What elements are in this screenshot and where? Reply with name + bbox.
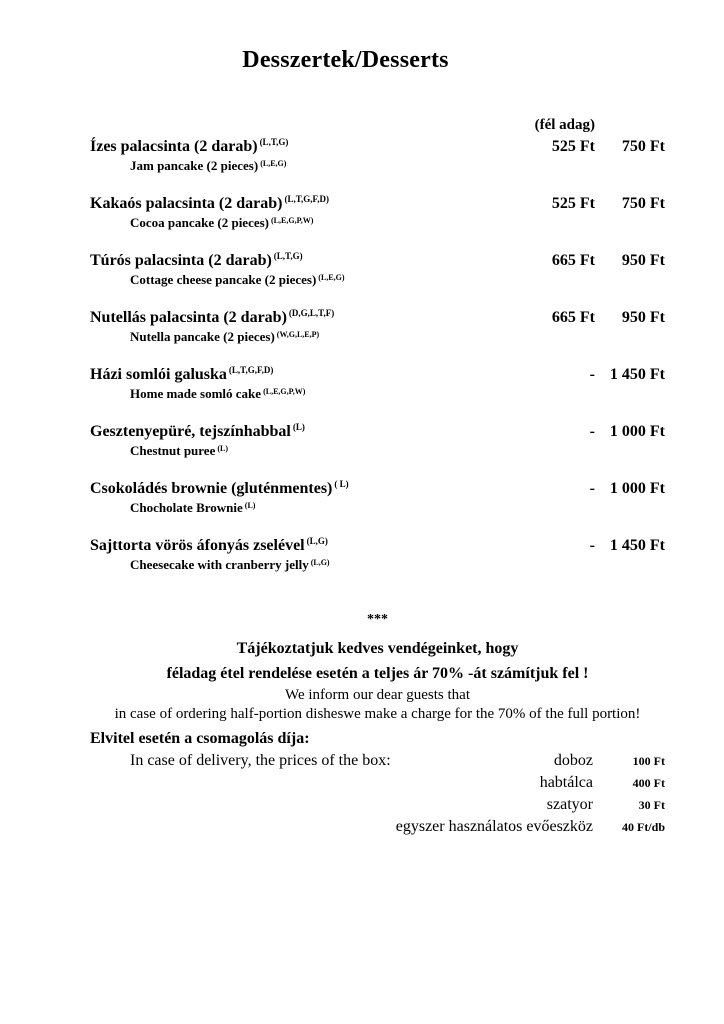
item-name-hu-text: Gesztenyepüré, tejszínhabbal [90,423,291,440]
item-allergens-hu: (L,T,G) [273,251,303,261]
item-name-hu-text: Kakaós palacsinta (2 darab) [90,195,283,212]
item-allergens-en: (L,G) [310,558,330,567]
item-name-en [90,271,523,289]
item-name-hu-text: Sajttorta vörös áfonyás zselével [90,537,305,554]
menu-item [90,479,665,517]
menu-item [90,137,665,175]
item-names [90,251,523,289]
item-allergens-en: (L,E,G) [260,159,287,168]
item-allergens-hu: (D,G,L,T,F) [288,308,335,318]
item-allergens-en: (W,G,L,E,P) [276,330,320,339]
item-price-half: - [589,366,595,383]
item-name-en [90,328,523,346]
full-portion-header-spacer [595,117,665,133]
half-portion-notice [90,613,665,724]
packaging-item-price: 40 Ft/db [621,820,665,834]
item-price-full: 950 Ft [621,252,665,269]
item-name-en-text: Home made somló cake [130,386,262,401]
item-name-hu [90,137,523,157]
item-name-en [90,157,523,175]
packaging-item-label: szatyor [546,796,593,813]
item-allergens-hu: ( L) [334,479,349,489]
item-name-hu-text: Ízes palacsinta (2 darab) [90,138,258,155]
item-name-hu-text: Csokoládés brownie (gluténmentes) [90,480,333,497]
item-name-en-text: Chocholate Brownie [130,500,243,515]
item-name-hu [90,251,523,271]
item-price-full: 1 450 Ft [609,537,665,554]
packaging-row [90,816,665,838]
item-allergens-hu: (L,T,G,F,D) [228,365,274,375]
item-price-full: 950 Ft [621,309,665,326]
item-price-full: 1 450 Ft [609,366,665,383]
item-price-half: 665 Ft [551,309,595,326]
notice-line1-hu: Tájékoztatjuk kedves vendégeinket, hogy [236,640,519,657]
item-allergens-en: (L) [217,444,229,453]
item-name-en [90,442,523,460]
item-allergens-en: (L,E,G,P,W) [271,216,314,225]
header-spacer [90,117,523,133]
item-allergens-hu: (L,T,G) [259,137,289,147]
menu-item [90,251,665,289]
item-names [90,194,523,232]
item-name-en-text: Jam pancake (2 pieces) [130,158,259,173]
item-name-en [90,385,523,403]
item-name-hu [90,365,523,385]
item-price-full: 750 Ft [621,138,665,155]
item-name-hu [90,479,523,499]
item-names [90,422,523,460]
item-price-half: 525 Ft [551,138,595,155]
packaging-title-en: In case of delivery, the prices of the box: [130,752,391,769]
packaging-item-label: egyszer használatos evőeszköz [395,818,593,835]
item-names [90,536,523,574]
item-allergens-hu: (L,T,G,F,D) [284,194,329,204]
item-name-hu [90,194,523,214]
item-price-full: 750 Ft [621,195,665,212]
menu-item [90,365,665,403]
item-price-half: - [589,537,595,554]
price-column-header [90,117,665,133]
item-name-en-text: Cocoa pancake (2 pieces) [130,215,270,230]
packaging-row [90,772,665,794]
packaging-item-price: 30 Ft [638,798,665,812]
item-allergens-en: (L) [244,501,256,510]
item-name-en [90,214,523,232]
item-allergens-hu: (L,G) [306,536,328,546]
item-name-en [90,499,523,517]
packaging-item-label: doboz [553,752,593,769]
item-name-hu [90,536,523,556]
item-names [90,479,523,517]
item-price-half: 525 Ft [551,195,595,212]
item-name-en [90,556,523,574]
item-name-en-text: Cottage cheese pancake (2 pieces) [130,272,317,287]
menu-item [90,308,665,346]
item-names [90,365,523,403]
item-allergens-hu: (L) [292,422,305,432]
half-portion-header: (fél adag) [534,117,595,133]
page-title: Desszertek/Desserts [242,47,449,73]
item-name-hu-text: Túrós palacsinta (2 darab) [90,252,272,269]
item-name-en-text: Chestnut puree [130,443,216,458]
item-name-hu [90,422,523,442]
menu-item [90,194,665,232]
item-allergens-en: (L,E,G,P,W) [263,387,306,396]
packaging-item-price: 400 Ft [632,776,665,790]
notice-line1-en: We inform our dear guests that [285,687,470,703]
packaging-title-hu: Elvitel esetén a csomagolás díja: [90,730,310,747]
item-name-hu [90,308,523,328]
packaging-row [90,794,665,816]
item-price-full: 1 000 Ft [609,423,665,440]
notice-line2-en: in case of ordering half-portion disheswe make a charge for the 70% of the full portion! [114,706,641,722]
item-name-hu-text: Házi somlói galuska [90,366,227,383]
item-name-hu-text: Nutellás palacsinta (2 darab) [90,309,287,326]
menu-item [90,536,665,574]
item-price-half: - [589,480,595,497]
item-price-half: 665 Ft [551,252,595,269]
item-names [90,137,523,175]
notice-line2-hu: féladag étel rendelése esetén a teljes ár 70% -át számítjuk fel ! [166,665,589,682]
menu-item [90,422,665,460]
item-name-en-text: Nutella pancake (2 pieces) [130,329,275,344]
item-name-en-text: Cheesecake with cranberry jelly [130,557,309,572]
item-names [90,308,523,346]
packaging-item-label: habtálca [539,774,593,791]
item-price-full: 1 000 Ft [609,480,665,497]
notice-separator: *** [367,612,388,627]
item-price-half: - [589,423,595,440]
item-allergens-en: (L,E,G) [318,273,345,282]
packaging-row [90,750,665,772]
packaging-item-price: 100 Ft [632,754,665,768]
